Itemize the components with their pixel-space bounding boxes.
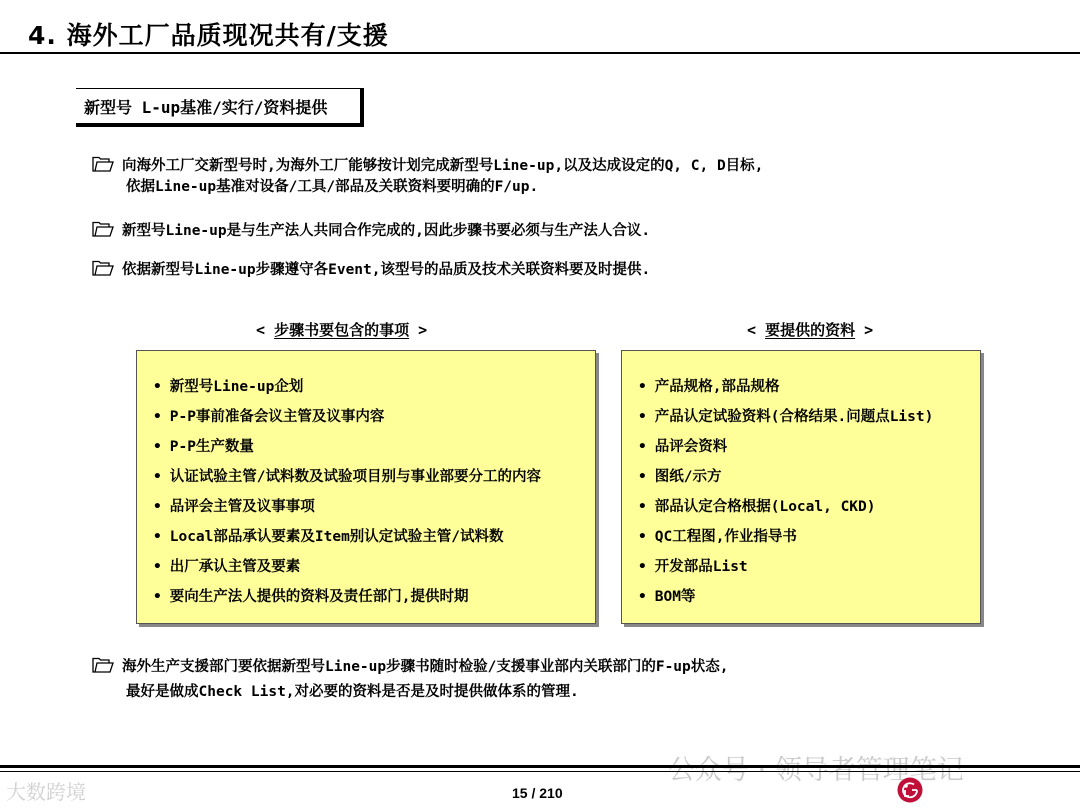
point-4-line-2: 最好是做成Check List,对必要的资料是否是及时提供做体系的管理. <box>126 684 579 700</box>
point-2-line-1: 新型号Line-up是与生产法人共同合作完成的,因此步骤书要必须与生产法人合议. <box>122 223 651 239</box>
list-item: • 新型号Line-up企划 <box>153 375 303 396</box>
title-divider <box>0 52 1080 54</box>
folder-icon <box>92 221 114 237</box>
list-item: • P-P生产数量 <box>153 435 254 456</box>
folder-icon <box>92 657 114 673</box>
lg-logo-icon <box>897 777 923 803</box>
list-item: • 图纸/示方 <box>638 465 721 486</box>
list-item: • BOM等 <box>638 585 695 606</box>
right-items-box <box>621 350 981 624</box>
watermark-left: 大数跨境 <box>6 780 86 804</box>
point-1-line-2: 依据Line-up基准对设备/工具/部品及关联资料要明确的F/up. <box>126 179 539 195</box>
page-title: 4. 海外工厂品质现况共有/支援 <box>28 21 389 50</box>
left-column-heading: < 步骤书要包含的事项 > <box>256 321 428 339</box>
point-2 <box>92 221 650 242</box>
list-item: • 品评会主管及议事事项 <box>153 495 315 516</box>
point-3-line-1: 依据新型号Line-up步骤遵守各Event,该型号的品质及技术关联资料要及时提供. <box>122 262 651 278</box>
point-3 <box>92 260 650 281</box>
folder-icon <box>92 260 114 276</box>
left-items-box <box>136 350 596 624</box>
right-column-heading: < 要提供的资料 > <box>747 321 874 339</box>
footer-divider-thick <box>0 765 1080 768</box>
point-1-line-1: 向海外工厂交新型号时,为海外工厂能够按计划完成新型号Line-up,以及达成设定的Q, C, D目标, <box>122 158 764 174</box>
list-item: • 要向生产法人提供的资料及责任部门,提供时期 <box>153 585 468 606</box>
list-item: • P-P事前准备会议主管及议事内容 <box>153 405 384 426</box>
list-item: • 品评会资料 <box>638 435 727 456</box>
list-item: • 认证试验主管/试料数及试验项目别与事业部要分工的内容 <box>153 465 541 486</box>
point-4-line-1: 海外生产支援部门要依据新型号Line-up步骤书随时检验/支援事业部内关联部门的F-up状态, <box>122 659 729 675</box>
list-item: • QC工程图,作业指导书 <box>638 525 797 546</box>
page-number: 15 / 210 <box>512 785 563 801</box>
section-title-box <box>76 88 364 127</box>
list-item: • 出厂承认主管及要素 <box>153 555 300 576</box>
list-item: • 部品认定合格根据(Local, CKD) <box>638 495 876 516</box>
section-title: 新型号 L-up基准/实行/资料提供 <box>84 98 328 117</box>
point-4 <box>92 657 728 699</box>
folder-icon <box>92 156 114 172</box>
list-item: • 开发部品List <box>638 555 748 576</box>
footer-divider-thin <box>0 771 1080 772</box>
list-item: • 产品规格,部品规格 <box>638 375 779 396</box>
point-1 <box>92 156 763 198</box>
list-item: • Local部品承认要素及Item别认定试验主管/试料数 <box>153 525 504 546</box>
list-item: • 产品认定试验资料(合格结果.问题点List) <box>638 405 933 426</box>
